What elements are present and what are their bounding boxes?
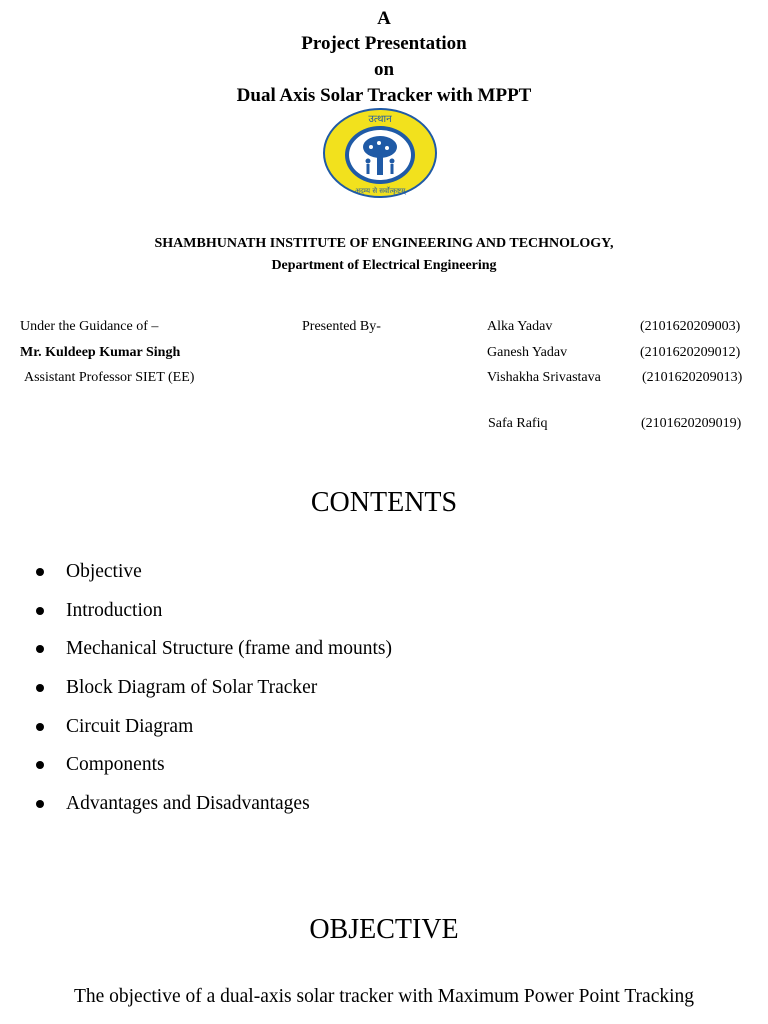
institute-logo-icon <box>322 107 438 199</box>
list-item <box>32 553 732 592</box>
list-item-label: Mechanical Structure (frame and mounts) <box>66 638 392 660</box>
title-line-1: A <box>377 8 391 29</box>
student-roll: (2101620209012) <box>640 345 741 360</box>
bullet-icon <box>36 684 44 692</box>
bullet-icon <box>36 761 44 769</box>
bullet-icon <box>36 607 44 615</box>
list-item-label: Block Diagram of Solar Tracker <box>66 677 318 699</box>
list-item-label: Components <box>66 754 165 776</box>
presented-by-label: Presented By- <box>302 319 381 334</box>
guidance-label: Under the Guidance of – <box>20 319 159 334</box>
list-item <box>32 630 732 669</box>
list-item-label: Advantages and Disadvantages <box>66 792 310 814</box>
department-name: Department of Electrical Engineering <box>271 258 497 273</box>
list-item <box>32 669 732 708</box>
objective-heading: OBJECTIVE <box>309 914 459 945</box>
student-roll: (2101620209019) <box>641 416 742 431</box>
list-item-label: Objective <box>66 561 142 583</box>
logo-top-text: उत्थान <box>368 114 392 125</box>
guide-designation: Assistant Professor SIET (EE) <box>24 370 195 385</box>
list-item <box>32 746 732 785</box>
list-item <box>32 785 732 824</box>
student-name: Alka Yadav <box>487 319 553 334</box>
student-name: Ganesh Yadav <box>487 345 568 360</box>
bullet-icon <box>36 800 44 808</box>
list-item <box>32 707 732 746</box>
list-item-label: Introduction <box>66 599 163 621</box>
bullet-icon <box>36 568 44 576</box>
logo-bottom-text: अदम्य से सर्वोत्कृष्टम् <box>354 187 406 195</box>
bullet-icon <box>36 723 44 731</box>
title-line-3: on <box>373 59 395 80</box>
student-roll: (2101620209013) <box>642 370 743 385</box>
student-roll: (2101620209003) <box>640 319 741 334</box>
institute-name: SHAMBHUNATH INSTITUTE OF ENGINEERING AND TECHNOLOGY, <box>154 236 614 251</box>
objective-text: The objective of a dual-axis solar tracker with Maximum Power Point Tracking <box>73 986 695 1007</box>
bullet-icon <box>36 645 44 653</box>
student-name: Safa Rafiq <box>488 416 548 431</box>
title-line-2: Project Presentation <box>301 33 467 54</box>
list-item-label: Circuit Diagram <box>66 715 194 737</box>
list-item <box>32 592 732 631</box>
title-line-4: Dual Axis Solar Tracker with MPPT <box>236 85 532 106</box>
contents-list <box>32 553 732 823</box>
guide-name: Mr. Kuldeep Kumar Singh <box>20 345 181 360</box>
student-name: Vishakha Srivastava <box>487 370 601 385</box>
contents-heading: CONTENTS <box>310 487 458 518</box>
